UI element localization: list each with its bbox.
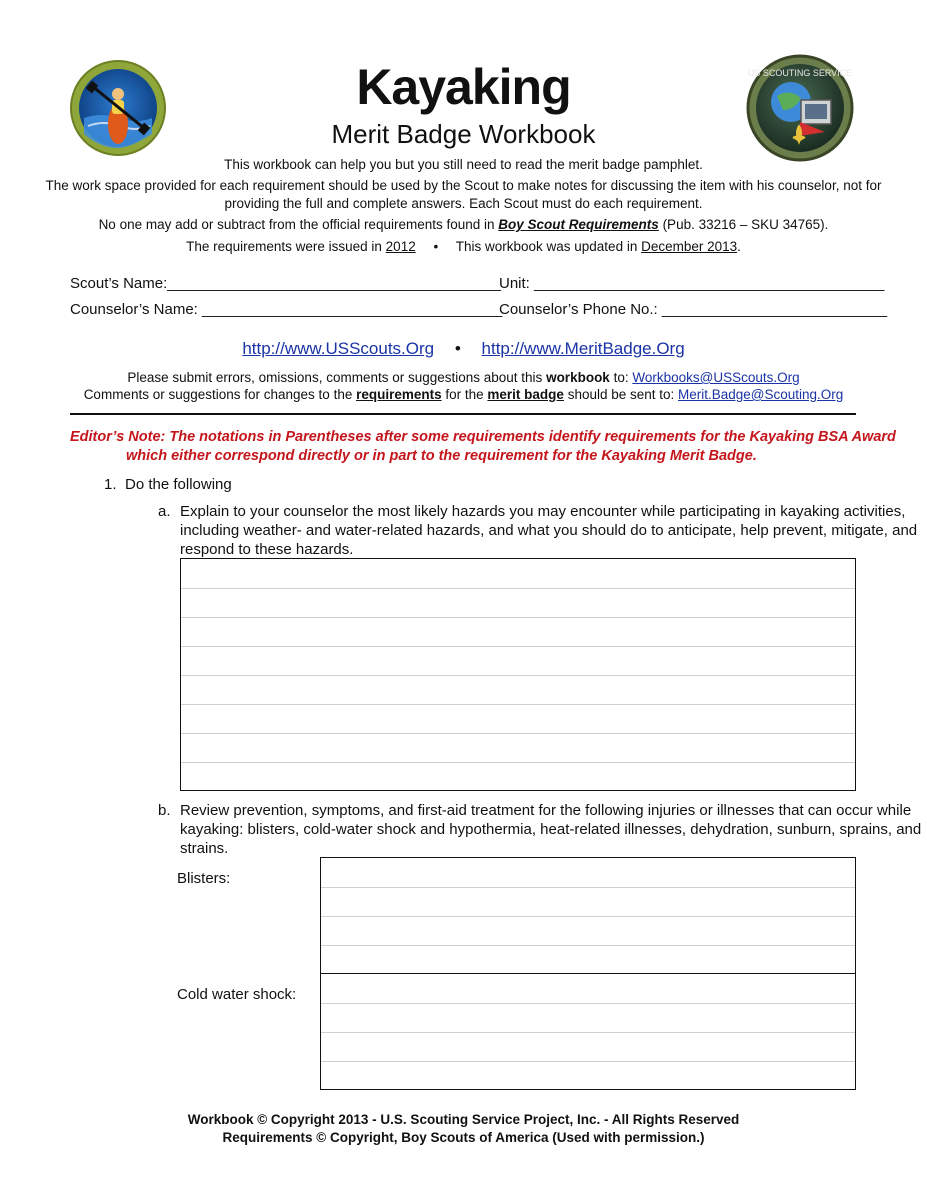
answer-line [321, 1061, 855, 1062]
requirement-1b-label: b. [158, 802, 171, 819]
answer-line [181, 646, 855, 647]
requirement-1b-line3: strains. [180, 840, 229, 857]
page-subtitle: Merit Badge Workbook [331, 119, 596, 149]
answer-line [321, 1003, 855, 1004]
boy-scout-requirements-title: Boy Scout Requirements [498, 217, 659, 232]
requirement-1b-line2: kayaking: blisters, cold-water shock and hypothermia, heat-related illnesses, dehydration, sunburn, sprains, and [180, 821, 922, 838]
requirement-1a-line2: including weather- and water-related hazards, and what you should do to anticipate, help prevent, mitigate, and [180, 522, 918, 539]
counselor-phone-field[interactable]: Counselor’s Phone No.: ___________________________ [499, 301, 888, 318]
counselor-name-field[interactable]: Counselor’s Name: ____________________________________ [70, 301, 503, 318]
requirement-1b-line1: Review prevention, symptoms, and first-aid treatment for the following injuries or illnesses that can occur while [180, 802, 912, 819]
answer-line [181, 704, 855, 705]
footer-copyright-workbook: Workbook © Copyright 2013 - U.S. Scouting Service Project, Inc. - All Rights Reserved [187, 1112, 740, 1127]
requirement-1a-label: a. [158, 503, 171, 520]
answer-line [181, 675, 855, 676]
answer-line [181, 588, 855, 589]
blisters-label: Blisters: [177, 870, 231, 887]
blisters-answer-box[interactable] [320, 857, 856, 974]
unit-field[interactable]: Unit: __________________________________________ [499, 275, 885, 292]
issued-year: 2012 [385, 239, 416, 254]
requirement-1-number: 1. [104, 476, 117, 493]
header-divider [70, 413, 856, 415]
meritbadge-link[interactable]: http://www.MeritBadge.Org [481, 339, 685, 358]
editor-note-line2: which either correspond directly or in part to the requirement for the Kayaking Merit Badge. [126, 448, 757, 464]
merit-badge-email-link[interactable]: Merit.Badge@Scouting.Org [678, 387, 844, 402]
editor-note-line1: Editor’s Note: The notations in Parentheses after some requirements identify requirements for the Kayaking BSA Award [70, 429, 896, 445]
cold-water-shock-label: Cold water shock: [177, 986, 297, 1003]
cold-water-shock-answer-box[interactable] [320, 973, 856, 1090]
requirement-1a-line3: respond to these hazards. [180, 541, 354, 558]
scout-name-field[interactable]: Scout’s Name:________________________________________ [70, 275, 501, 292]
workspace-note-line1: The work space provided for each requirement should be used by the Scout to make notes for discussing the item with his counselor, not for [45, 178, 882, 193]
answer-line [321, 887, 855, 888]
requirements-source-note: No one may add or subtract from the official requirements found in Boy Scout Requirements (Pub. 33216 – SKU 34765). [98, 217, 829, 232]
answer-line [181, 762, 855, 763]
svg-text:US SCOUTING SERVICE: US SCOUTING SERVICE [747, 68, 853, 78]
requirement-1a-answer-box[interactable] [180, 558, 856, 791]
updated-date: December 2013 [641, 239, 738, 254]
footer-copyright-requirements: Requirements © Copyright, Boy Scouts of America (Used with permission.) [222, 1130, 705, 1145]
requirement-1-text: Do the following [125, 476, 232, 493]
workbook-note: This workbook can help you but you still need to read the merit badge pamphlet. [224, 157, 703, 172]
answer-line [321, 945, 855, 946]
submit-workbook-line: Please submit errors, omissions, comments or suggestions about this workbook to: Workbooks@USScouts.Org [127, 370, 800, 385]
website-links: http://www.USScouts.Org • http://www.MeritBadge.Org [242, 339, 685, 358]
answer-line [321, 1032, 855, 1033]
requirement-1a-line1: Explain to your counselor the most likely hazards you may encounter while participating in kayaking activities, [180, 503, 906, 520]
page-title: Kayaking [356, 59, 571, 115]
answer-line [181, 617, 855, 618]
workbooks-email-link[interactable]: Workbooks@USScouts.Org [632, 370, 800, 385]
usscouts-link[interactable]: http://www.USScouts.Org [242, 339, 435, 358]
answer-line [321, 916, 855, 917]
submit-requirements-line: Comments or suggestions for changes to the requirements for the merit badge should be sent to: Merit.Badge@Scouting.Org [83, 387, 844, 402]
workspace-note-line2: providing the full and complete answers. Each Scout must do each requirement. [224, 196, 703, 211]
issue-dates: The requirements were issued in 2012 • This workbook was updated in December 2013. [186, 239, 741, 254]
answer-line [181, 733, 855, 734]
